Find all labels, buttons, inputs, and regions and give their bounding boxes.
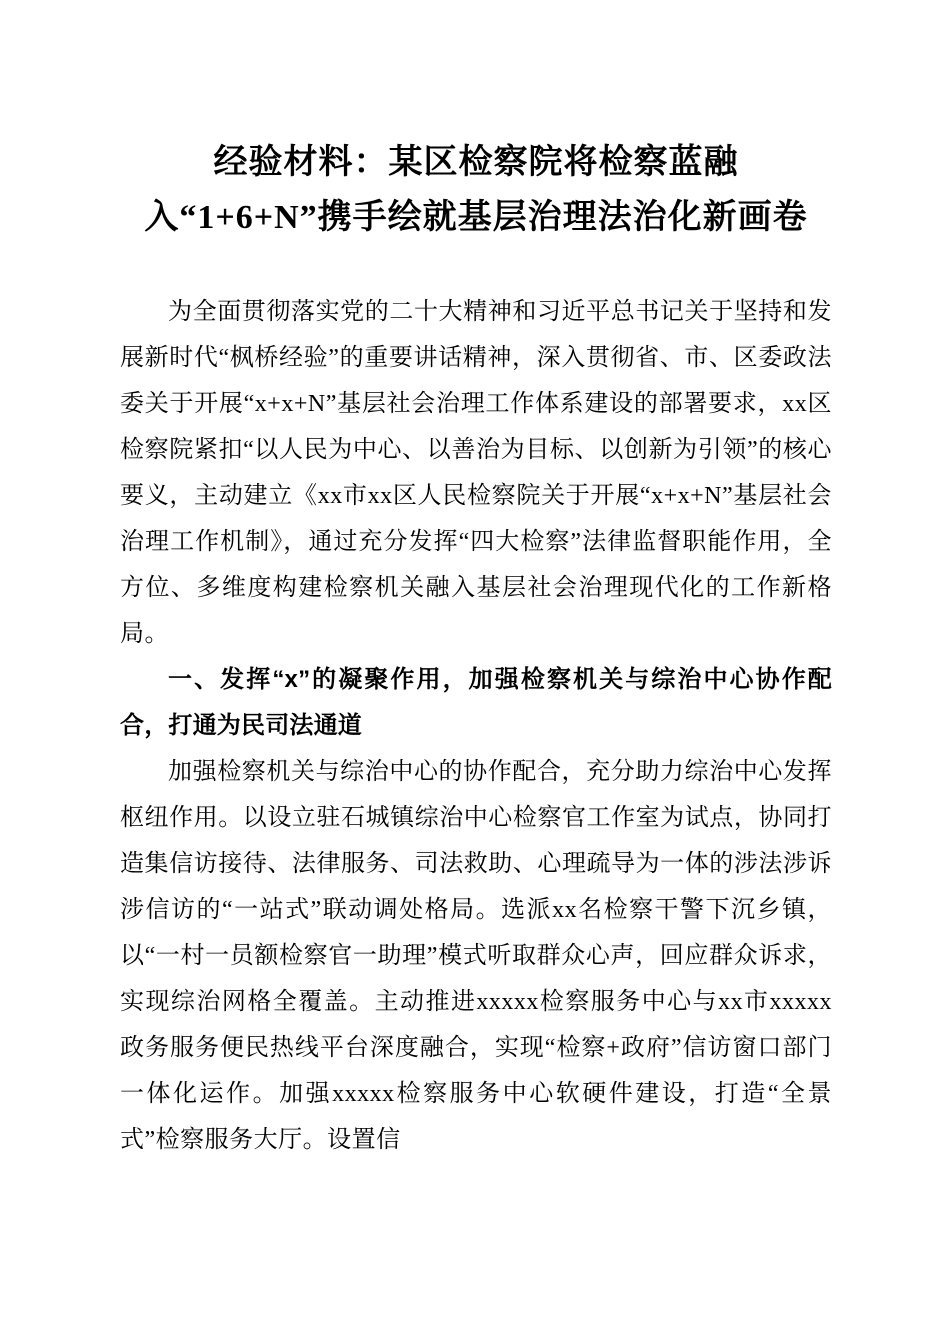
paragraph-section-1-body: 加强检察机关与综治中心的协作配合，充分助力综治中心发挥枢纽作用。以设立驻石城镇综治中心检察官工作室为试点，协同打造集信访接待、法律服务、司法救助、心理疏导为一体的涉法涉诉涉信访的“一站式”联动调处格局。选派xx名检察干警下沉乡镇，以“一村一员额检察官一助理”模式听取群众心声，回应群众诉求，实现综治网格全覆盖。主动推进xxxxx检察服务中心与xx市xxxxx政务服务便民热线平台深度融合，实现“检察+政府”信访窗口部门一体化运作。加强xxxxx检察服务中心软硬件建设，打造“全景式”检察服务大厅。设置信 <box>120 759 832 1154</box>
document-title-line-1: 经验材料：某区检察院将检察蓝融 <box>213 144 739 181</box>
paragraph-intro: 为全面贯彻落实党的二十大精神和习近平总书记关于坚持和发展新时代“枫桥经验”的重要讲话精神，深入贯彻省、市、区委政法委关于开展“x+x+N”基层社会治理工作体系建设的部署要求，xx区检察院紧扣“以人民为中心、以善治为目标、以创新为引领”的核心要义，主动建立《xx市xx区人民检察院关于开展“x+x+N”基层社会治理工作机制》，通过充分发挥“四大检察”法律监督职能作用，全方位、多维度构建检察机关融入基层社会治理现代化的工作新格局。 <box>120 299 832 648</box>
document-title <box>120 135 832 245</box>
document-title-line-2: 入“1+6+N”携手绘就基层治理法治化新画卷 <box>144 199 808 237</box>
section-heading-1: 一、发挥“x”的凝聚作用，加强检察机关与综治中心协作配合，打通为民司法通道 <box>120 666 832 740</box>
